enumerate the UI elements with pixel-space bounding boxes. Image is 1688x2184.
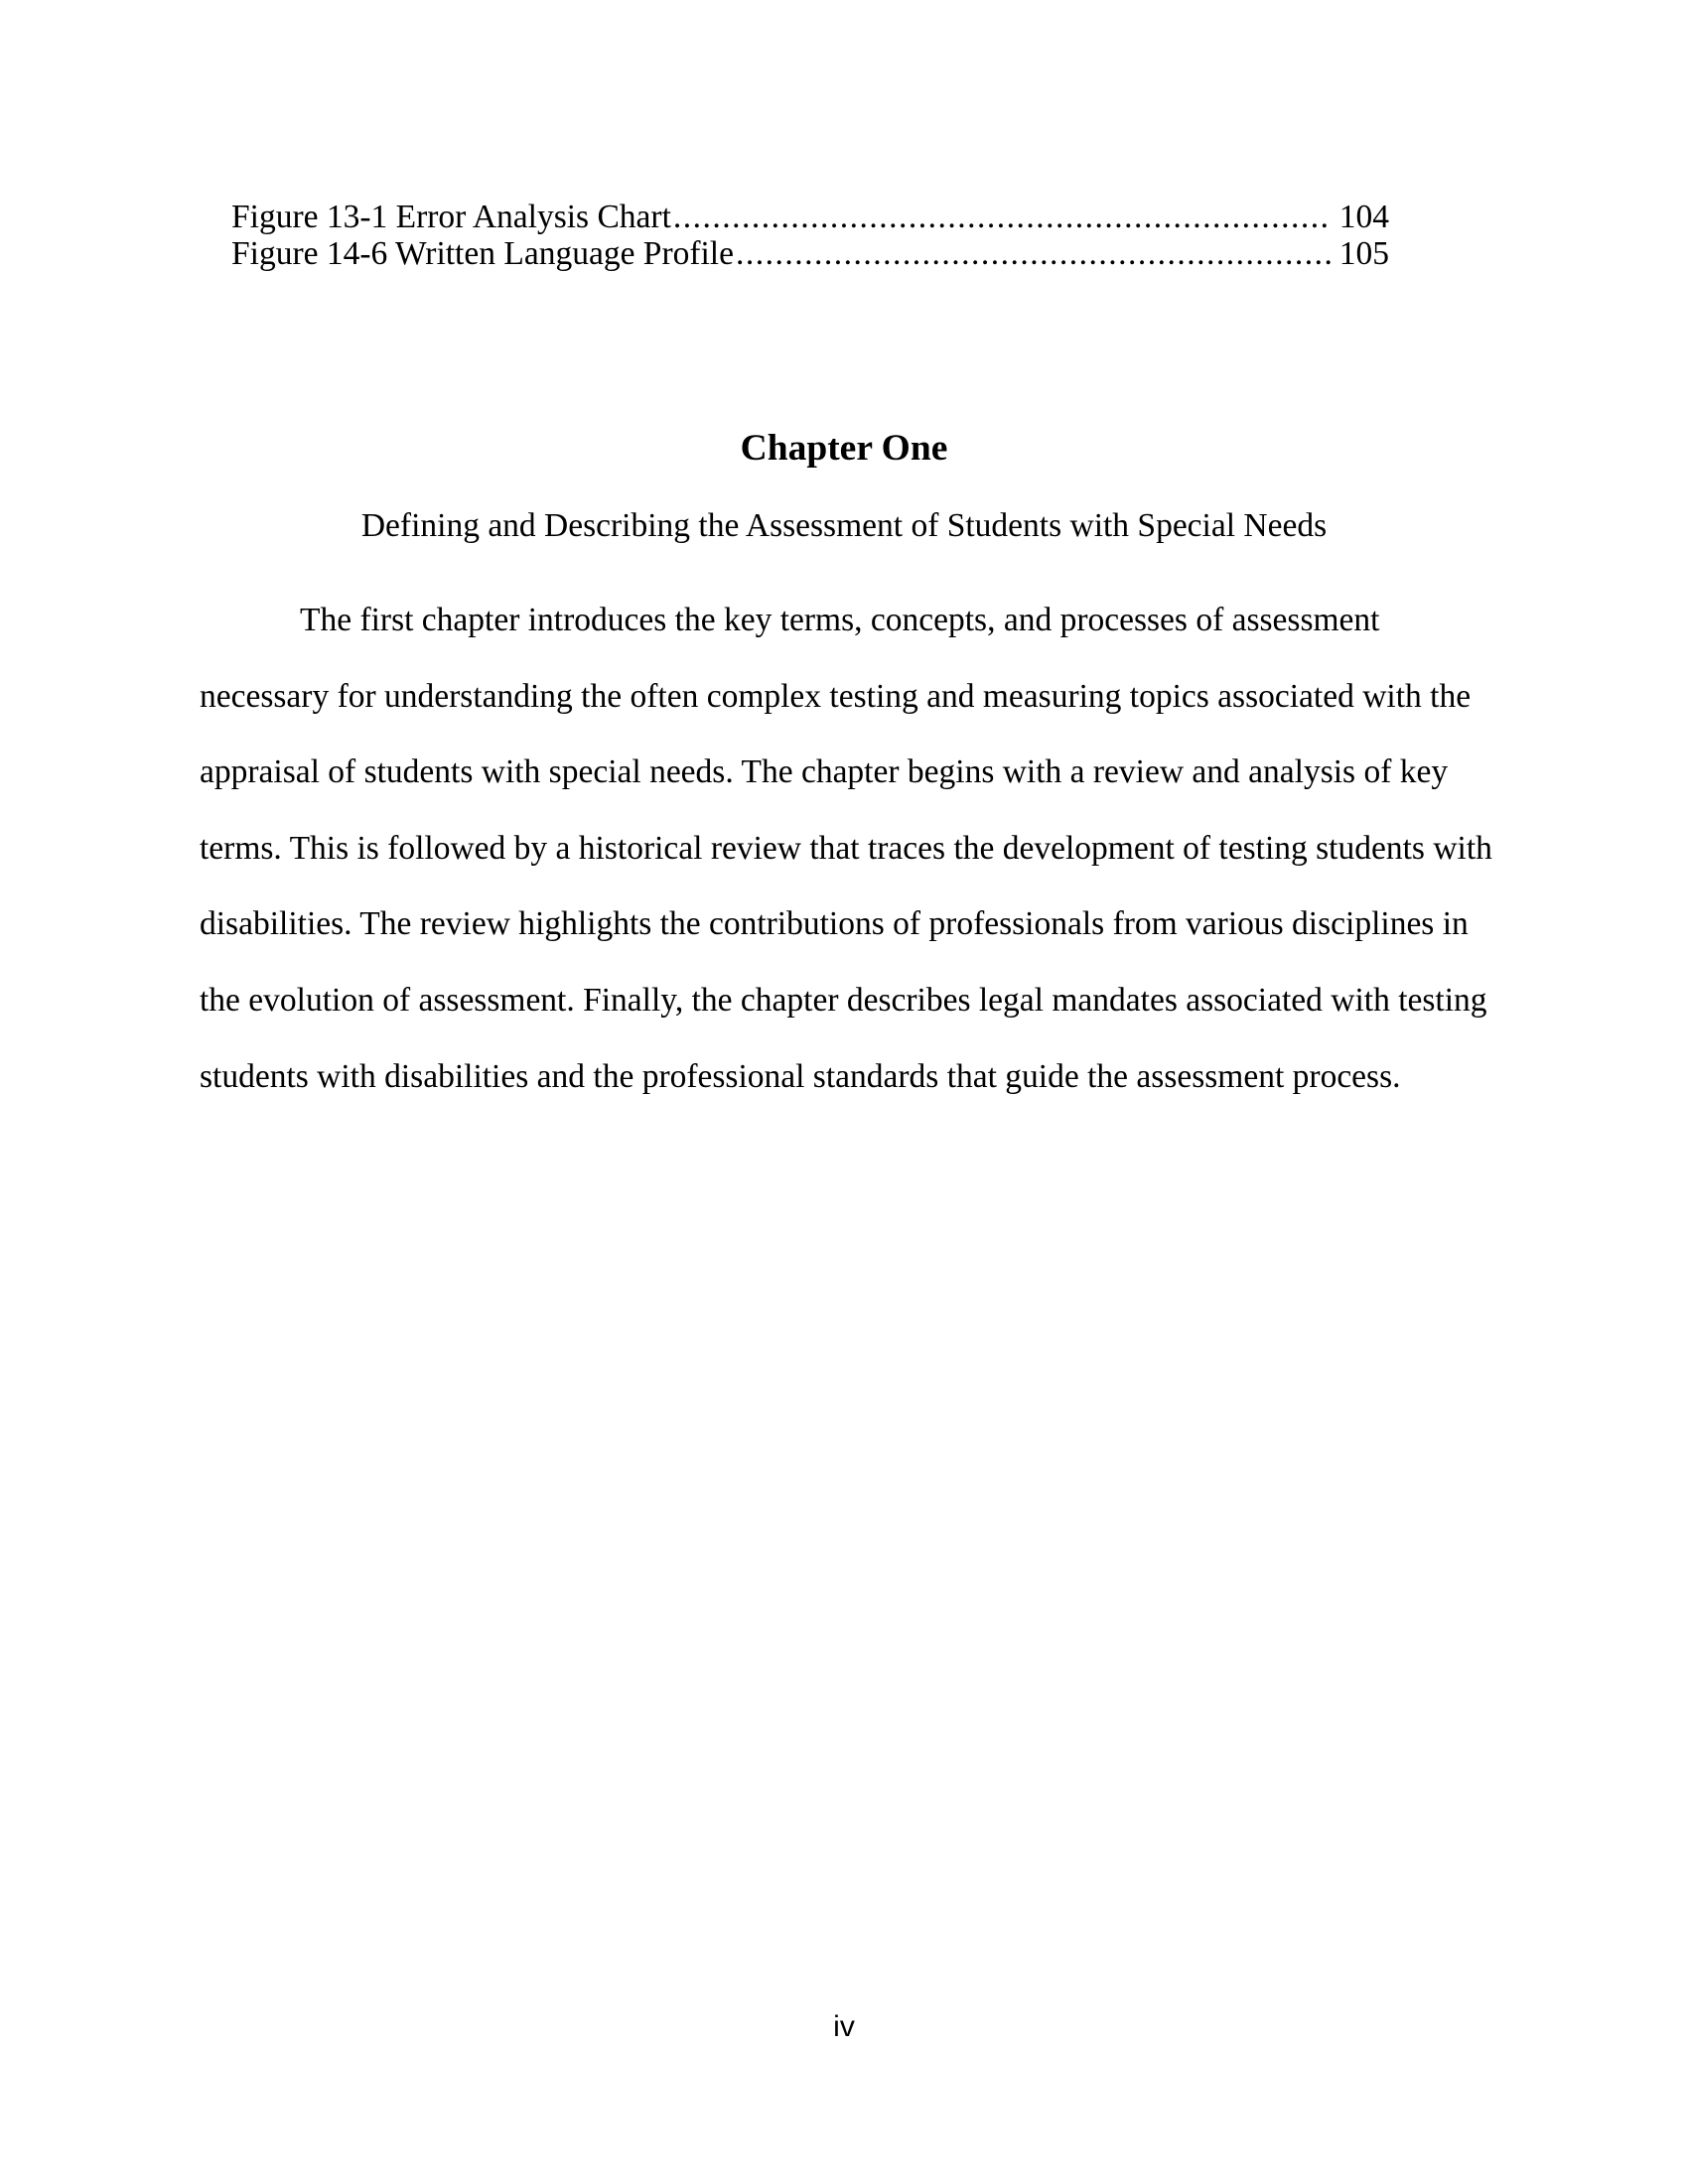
toc-dot-leader (736, 235, 1332, 272)
page-number: iv (833, 2010, 855, 2043)
toc-entry-label: Figure 13-1 Error Analysis Chart (231, 199, 671, 235)
chapter-subtitle: Defining and Describing the Assessment of Students with Special Needs (360, 507, 1328, 544)
list-of-figures (231, 199, 1389, 272)
paragraph-line: The first chapter introduces the key terms, concepts, and processes of assessment (300, 602, 1380, 638)
paragraph-line: appraisal of students with special needs. The chapter begins with a review and analysis of key (200, 753, 1449, 791)
toc-entry-page: 105 (1338, 235, 1389, 272)
paragraph-line: terms. This is followed by a historical review that traces the development of testing students with (200, 829, 1492, 867)
toc-entry-label: Figure 14-6 Written Language Profile (231, 235, 734, 272)
toc-dot-leader (673, 199, 1332, 235)
chapter-title: Chapter One (740, 428, 948, 469)
toc-entry[interactable] (231, 235, 1389, 272)
paragraph-line: students with disabilities and the professional standards that guide the assessment process. (200, 1057, 1401, 1095)
chapter-intro-paragraph (200, 583, 1490, 1115)
toc-entry[interactable] (231, 199, 1389, 235)
paragraph-line: necessary for understanding the often complex testing and measuring topics associated with the (200, 677, 1472, 715)
paragraph-line: disabilities. The review highlights the contributions of professionals from various disciplines in (200, 905, 1469, 943)
toc-entry-page: 104 (1338, 199, 1389, 235)
paragraph-line: the evolution of assessment. Finally, the chapter describes legal mandates associated with testing (200, 981, 1487, 1019)
